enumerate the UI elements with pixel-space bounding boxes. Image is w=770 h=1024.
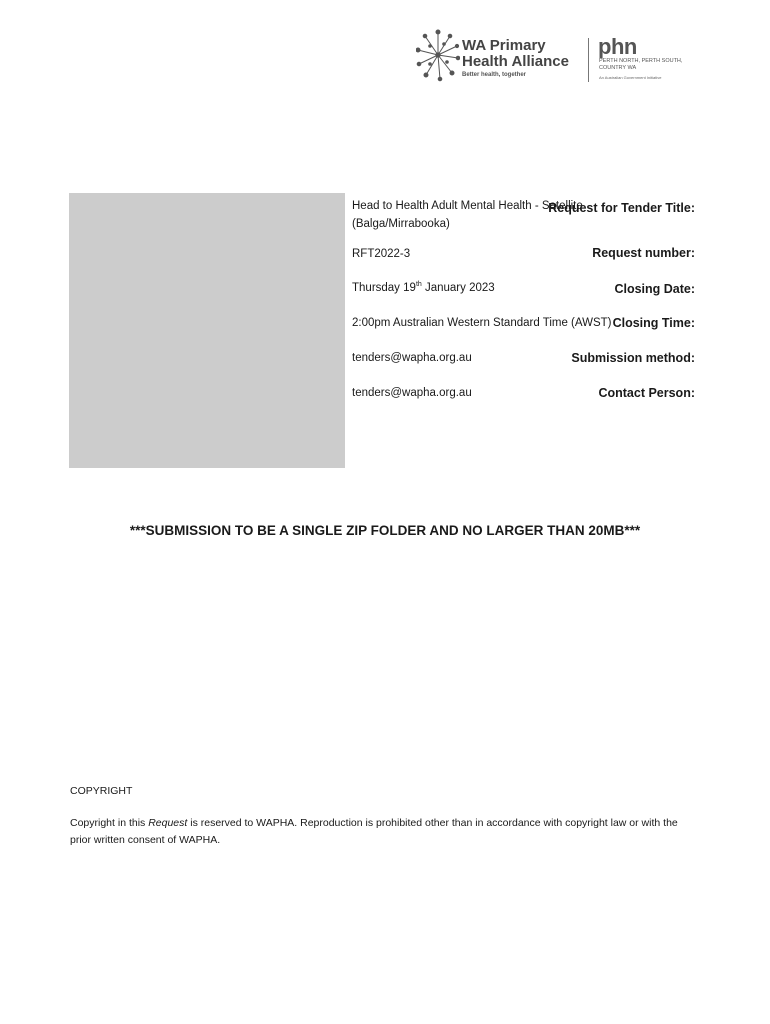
submission-label: Submission method: [571,351,695,365]
label-column [69,193,345,468]
wapha-name-line1: WA Primary [462,37,546,54]
closing-time-value: 2:00pm Australian Western Standard Time (AWST) [352,317,612,329]
title-label: Request for Tender Title: [548,201,695,215]
closing-date-day: Thursday 19 [352,282,416,294]
phn-initiative: An Australian Government Initiative [599,75,662,80]
closing-time-label: Closing Time: [612,316,695,330]
wapha-tagline: Better health, together [462,72,527,78]
wapha-logo-text [462,38,569,70]
logo-divider [588,38,589,82]
closing-date-ordinal: th [415,281,422,288]
title-value-line2: (Balga/Mirrabooka) [352,218,450,230]
submission-value[interactable]: tenders@wapha.org.au [352,352,472,364]
header-logos [416,28,706,84]
contact-value[interactable]: tenders@wapha.org.au [352,387,472,399]
submission-notice: ***SUBMISSION TO BE A SINGLE ZIP FOLDER AND NO LARGER THAN 20MB*** [129,523,641,538]
wapha-name-line2: Health Alliance [462,53,569,70]
contact-label: Contact Person: [598,386,695,400]
number-label: Request number: [592,246,695,260]
copyright-text-end: is reserved to WAPHA. Reproduction is prohibited other than in accordance with copyright law or with the prior written consent of WAPHA. [70,817,678,846]
title-value-line1: Head to Health Adult Mental Health - Satellite [352,200,583,212]
closing-date-rest: January 2023 [421,282,495,294]
copyright-text [70,815,700,849]
title-value [352,197,693,233]
copyright-heading: COPYRIGHT [70,785,133,797]
wapha-burst-logo-icon [416,28,460,82]
tender-details-table [69,193,701,468]
phn-regions: PERTH NORTH, PERTH SOUTH, COUNTRY WA [599,58,683,71]
number-value: RFT2022-3 [352,248,411,260]
phn-logo-text: phn [598,34,637,59]
copyright-text-request: Request [148,817,188,829]
closing-date-value [352,279,693,297]
copyright-text-start: Copyright in this [70,817,149,829]
closing-date-label: Closing Date: [614,282,695,296]
